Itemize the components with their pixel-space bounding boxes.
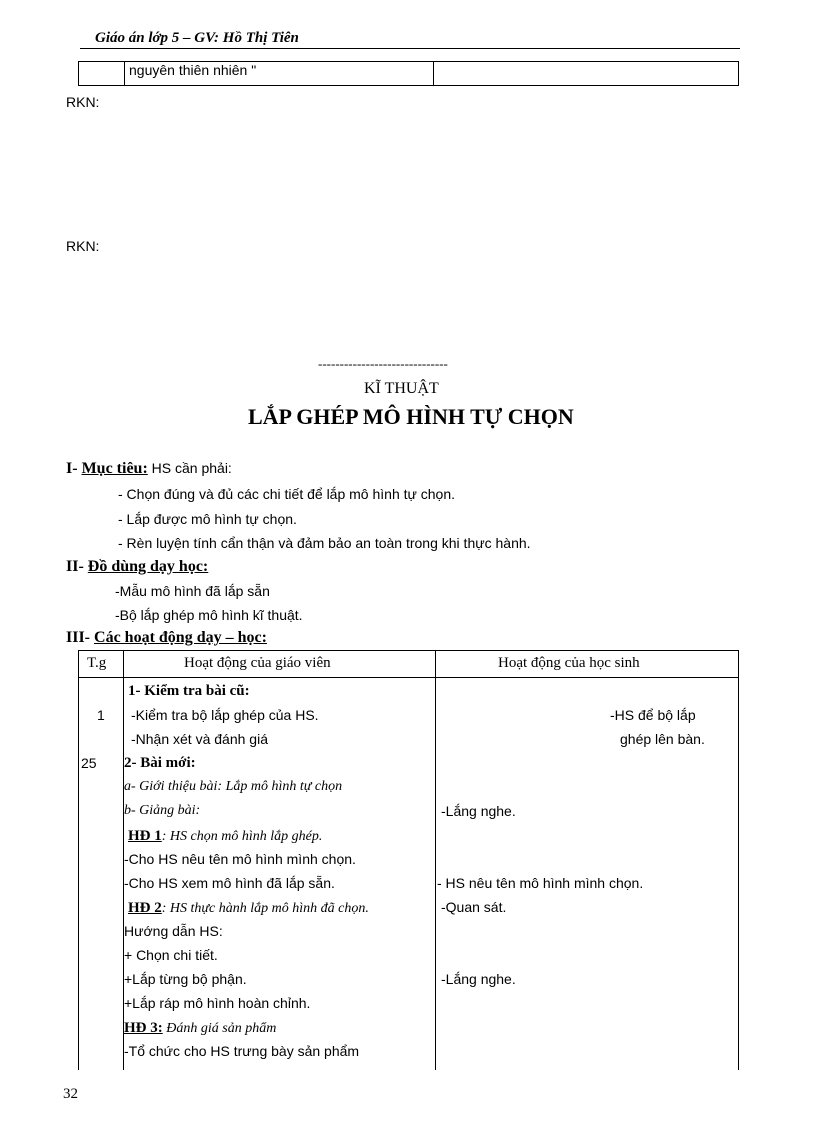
table-header-divider bbox=[78, 677, 739, 678]
header-rule bbox=[80, 48, 740, 49]
student-line: -Quan sát. bbox=[441, 899, 507, 915]
teacher-activity-3: HĐ 3: Đánh giá sản phẩm bbox=[124, 1020, 277, 1036]
teacher-activity-1: HĐ 1: HS chọn mô hình lắp ghép. bbox=[128, 828, 323, 844]
rkn-label-1: RKN: bbox=[66, 94, 100, 110]
table-border-top bbox=[78, 650, 739, 651]
teacher-line: -Cho HS xem mô hình đã lắp sẵn. bbox=[124, 875, 335, 891]
top-table bbox=[78, 61, 739, 86]
lesson-title: LẮP GHÉP MÔ HÌNH TỰ CHỌN bbox=[248, 404, 574, 429]
student-line: ghép lên bàn. bbox=[620, 731, 705, 747]
top-table-cell-teacher: nguyên thiên nhiên " bbox=[125, 62, 434, 86]
teacher-line-intro: a- Giới thiệu bài: Lắp mô hình tự chọn bbox=[124, 779, 343, 794]
student-line: -HS để bộ lắp bbox=[610, 707, 696, 723]
teacher-line: +Lắp từng bộ phận. bbox=[124, 971, 247, 987]
student-line: - HS nêu tên mô hình mình chọn. bbox=[437, 875, 644, 891]
rkn-label-2: RKN: bbox=[66, 238, 100, 254]
table-header-student: Hoạt động của học sinh bbox=[498, 655, 640, 671]
section-activities-heading: III- Các hoạt động dạy – học: bbox=[66, 629, 267, 646]
student-line: -Lắng nghe. bbox=[441, 971, 516, 987]
objective-item: - Chọn đúng và đủ các chi tiết để lắp mô hình tự chọn. bbox=[118, 486, 456, 502]
teacher-line: +Lắp ráp mô hình hoàn chỉnh. bbox=[124, 995, 311, 1011]
objective-item: - Rèn luyện tính cẩn thận và đảm bảo an toàn trong khi thực hành. bbox=[118, 535, 531, 551]
page-number: 32 bbox=[63, 1086, 78, 1102]
student-line: -Lắng nghe. bbox=[441, 803, 516, 819]
top-table-cell-time bbox=[79, 62, 125, 86]
time-cell: 25 bbox=[81, 755, 97, 771]
table-border-left bbox=[78, 650, 79, 1070]
teacher-line-teaching: b- Giảng bài: bbox=[124, 803, 201, 818]
material-item: -Mẫu mô hình đã lắp sẵn bbox=[115, 583, 270, 599]
top-table-cell-student bbox=[434, 62, 739, 86]
teacher-line: -Kiểm tra bộ lắp ghép của HS. bbox=[131, 707, 319, 723]
teacher-line: Hướng dẫn HS: bbox=[124, 923, 223, 939]
table-header-teacher: Hoạt động của giáo viên bbox=[184, 655, 331, 671]
objective-item: - Lắp được mô hình tự chọn. bbox=[118, 511, 297, 527]
teacher-line: -Nhận xét và đánh giá bbox=[131, 731, 268, 747]
subject-label: KĨ THUẬT bbox=[364, 380, 439, 397]
time-cell: 1 bbox=[97, 707, 105, 723]
table-border-right bbox=[738, 650, 739, 1070]
separator-dashes: ------------------------------ bbox=[318, 356, 448, 371]
page-header-title: Giáo án lớp 5 – GV: Hồ Thị Tiên bbox=[95, 30, 299, 46]
table-col-divider-2 bbox=[435, 650, 436, 1070]
section-materials-heading: II- Đồ dùng dạy học: bbox=[66, 558, 209, 575]
teacher-heading-new-lesson: 2- Bài mới: bbox=[124, 755, 196, 771]
teacher-line: -Cho HS nêu tên mô hình mình chọn. bbox=[124, 851, 356, 867]
teacher-activity-2: HĐ 2: HS thực hành lắp mô hình đã chọn. bbox=[128, 900, 369, 916]
teacher-heading-review: 1- Kiểm tra bài cũ: bbox=[128, 683, 250, 699]
teacher-line: + Chọn chi tiết. bbox=[124, 947, 218, 963]
teacher-line: -Tổ chức cho HS trưng bày sản phẩm bbox=[124, 1043, 360, 1059]
section-objectives-heading: I- Mục tiêu: HS cần phải: bbox=[66, 460, 232, 477]
table-header-time: T.g bbox=[87, 655, 107, 671]
material-item: -Bộ lắp ghép mô hình kĩ thuật. bbox=[115, 607, 303, 623]
